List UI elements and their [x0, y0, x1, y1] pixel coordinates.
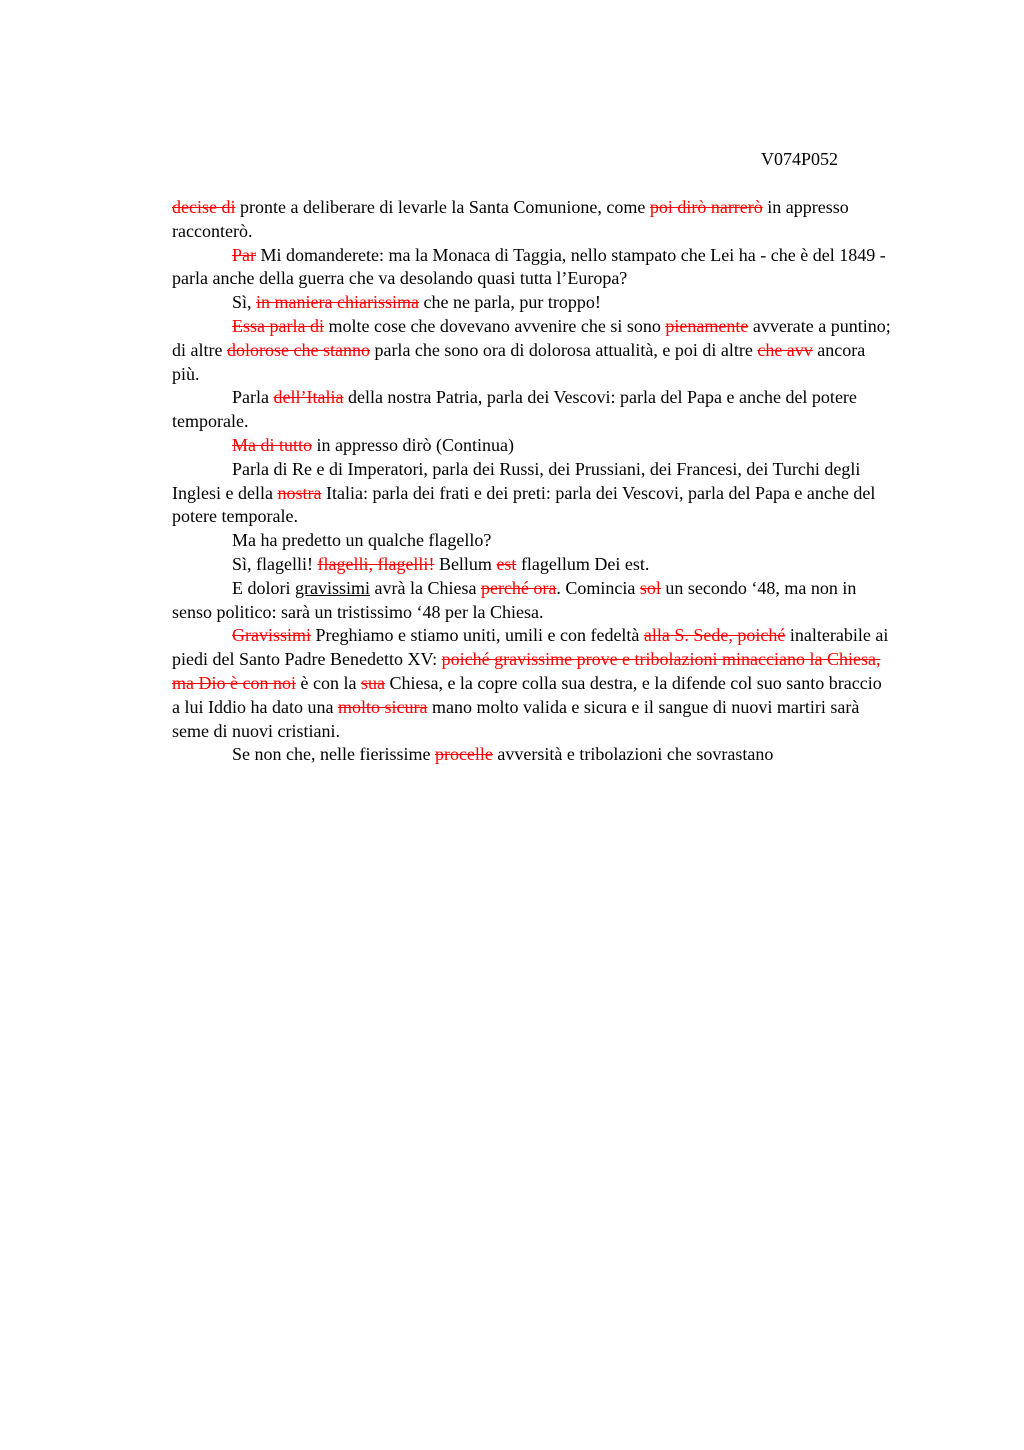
- paragraph: [172, 529, 892, 553]
- deleted-text: procelle: [434, 744, 493, 765]
- text-segment: Preghiamo e stiamo uniti, umili e con fedeltà: [311, 625, 644, 646]
- text-segment: . Comincia: [556, 577, 640, 598]
- text-segment: mano molto valida e sicura e il sangue di nuovi martiri sarà seme di nuovi cristiani.: [172, 696, 860, 741]
- text-segment: della nostra Patria, parla dei Vescovi: parla del Papa e anche del potere temporale.: [172, 387, 857, 432]
- paragraph: [172, 553, 892, 577]
- paragraph: [172, 244, 892, 292]
- deleted-text: dolorose che stanno: [226, 339, 370, 360]
- deleted-text: nostra: [277, 482, 322, 503]
- text-segment: Bellum: [434, 553, 497, 574]
- text-segment: pronte a deliberare di levarle la Santa Comunione, come: [235, 197, 650, 217]
- paragraph: [172, 315, 892, 386]
- deleted-text: Gravissimi: [232, 625, 311, 646]
- text-segment: Sì,: [232, 292, 257, 313]
- deleted-text: poi dirò narrerò: [649, 197, 763, 217]
- text-segment: inalterabile ai piedi del Santo Padre Benedetto XV:: [172, 625, 889, 670]
- deleted-text: perché ora: [480, 577, 557, 598]
- text-segment: flagellum Dei est.: [516, 553, 650, 574]
- paragraph: [172, 624, 892, 743]
- text-segment: un secondo ‘48, ma non in senso politico: sarà un tristissimo ‘48 per la Chiesa.: [172, 577, 857, 622]
- text-segment: in appresso racconterò.: [172, 197, 849, 241]
- text-segment: Parla: [232, 387, 274, 408]
- underlined-text: gravissimi: [295, 577, 370, 598]
- text-segment: avverate a puntino; di altre: [172, 315, 891, 360]
- deleted-text: dell’Italia: [273, 387, 344, 408]
- deleted-text: alla S. Sede, poiché: [643, 625, 786, 646]
- text-segment: è con la: [295, 672, 361, 693]
- deleted-text: Ma di tutto: [232, 434, 312, 455]
- deleted-text: Par: [232, 244, 256, 265]
- paragraph: [172, 577, 892, 625]
- deleted-text: decise di: [172, 197, 236, 217]
- text-segment: Sì, flagelli!: [232, 553, 318, 574]
- text-segment: in appresso dirò (Continua): [312, 434, 514, 455]
- paragraph: [172, 386, 892, 434]
- text-segment: ancora più.: [172, 339, 866, 384]
- text-segment: che ne parla, pur troppo!: [418, 292, 601, 313]
- deleted-text: Essa parla di: [232, 315, 324, 336]
- deleted-text: est: [496, 553, 517, 574]
- text-segment: Chiesa, e la copre colla sua destra, e la difende col suo santo braccio a lui Iddio ha dato una: [172, 672, 882, 717]
- text-segment: parla che sono ora di dolorosa attualità, e poi di altre: [369, 339, 758, 360]
- text-segment: avversità e tribolazioni che sovrastano: [492, 744, 774, 765]
- paragraph: [172, 743, 892, 767]
- text-segment: Ma ha predetto un qualche flagello?: [232, 530, 492, 551]
- paragraph: [172, 196, 892, 244]
- text-segment: E dolori: [232, 577, 295, 598]
- deleted-text: flagelli, flagelli!: [317, 553, 435, 574]
- deleted-text: poiché gravissime prove e tribolazioni minacciano la Chiesa, ma Dio è con noi: [172, 649, 881, 693]
- paragraph: [172, 291, 892, 315]
- text-segment: molte cose che dovevano avvenire che si sono: [323, 315, 666, 336]
- text-segment: Parla di Re e di Imperatori, parla dei Russi, dei Prussiani, dei Francesi, dei Turchi degli Inglesi e della: [172, 458, 861, 503]
- deleted-text: che avv: [757, 339, 813, 360]
- paragraph: [172, 434, 892, 458]
- deleted-text: sua: [360, 672, 385, 693]
- text-segment: Italia: parla dei frati e dei preti: parla dei Vescovi, parla del Papa e anche del potere temporale.: [172, 482, 876, 527]
- deleted-text: molto sicura: [337, 696, 428, 717]
- deleted-text: in maniera chiarissima: [256, 292, 419, 313]
- text-segment: Mi domanderete: ma la Monaca di Taggia, nello stampato che Lei ha - che è del 1849 - parla anche della guerra che va desolando quasi tutta l’Europa?: [172, 244, 886, 289]
- text-segment: Se non che, nelle fierissime: [232, 744, 435, 765]
- page-identifier: V074P052: [760, 149, 838, 169]
- text-segment: avrà la Chiesa: [370, 577, 481, 598]
- deleted-text: sol: [639, 577, 661, 598]
- deleted-text: pienamente: [665, 315, 749, 336]
- paragraph: [172, 458, 892, 529]
- document-body: [172, 196, 892, 767]
